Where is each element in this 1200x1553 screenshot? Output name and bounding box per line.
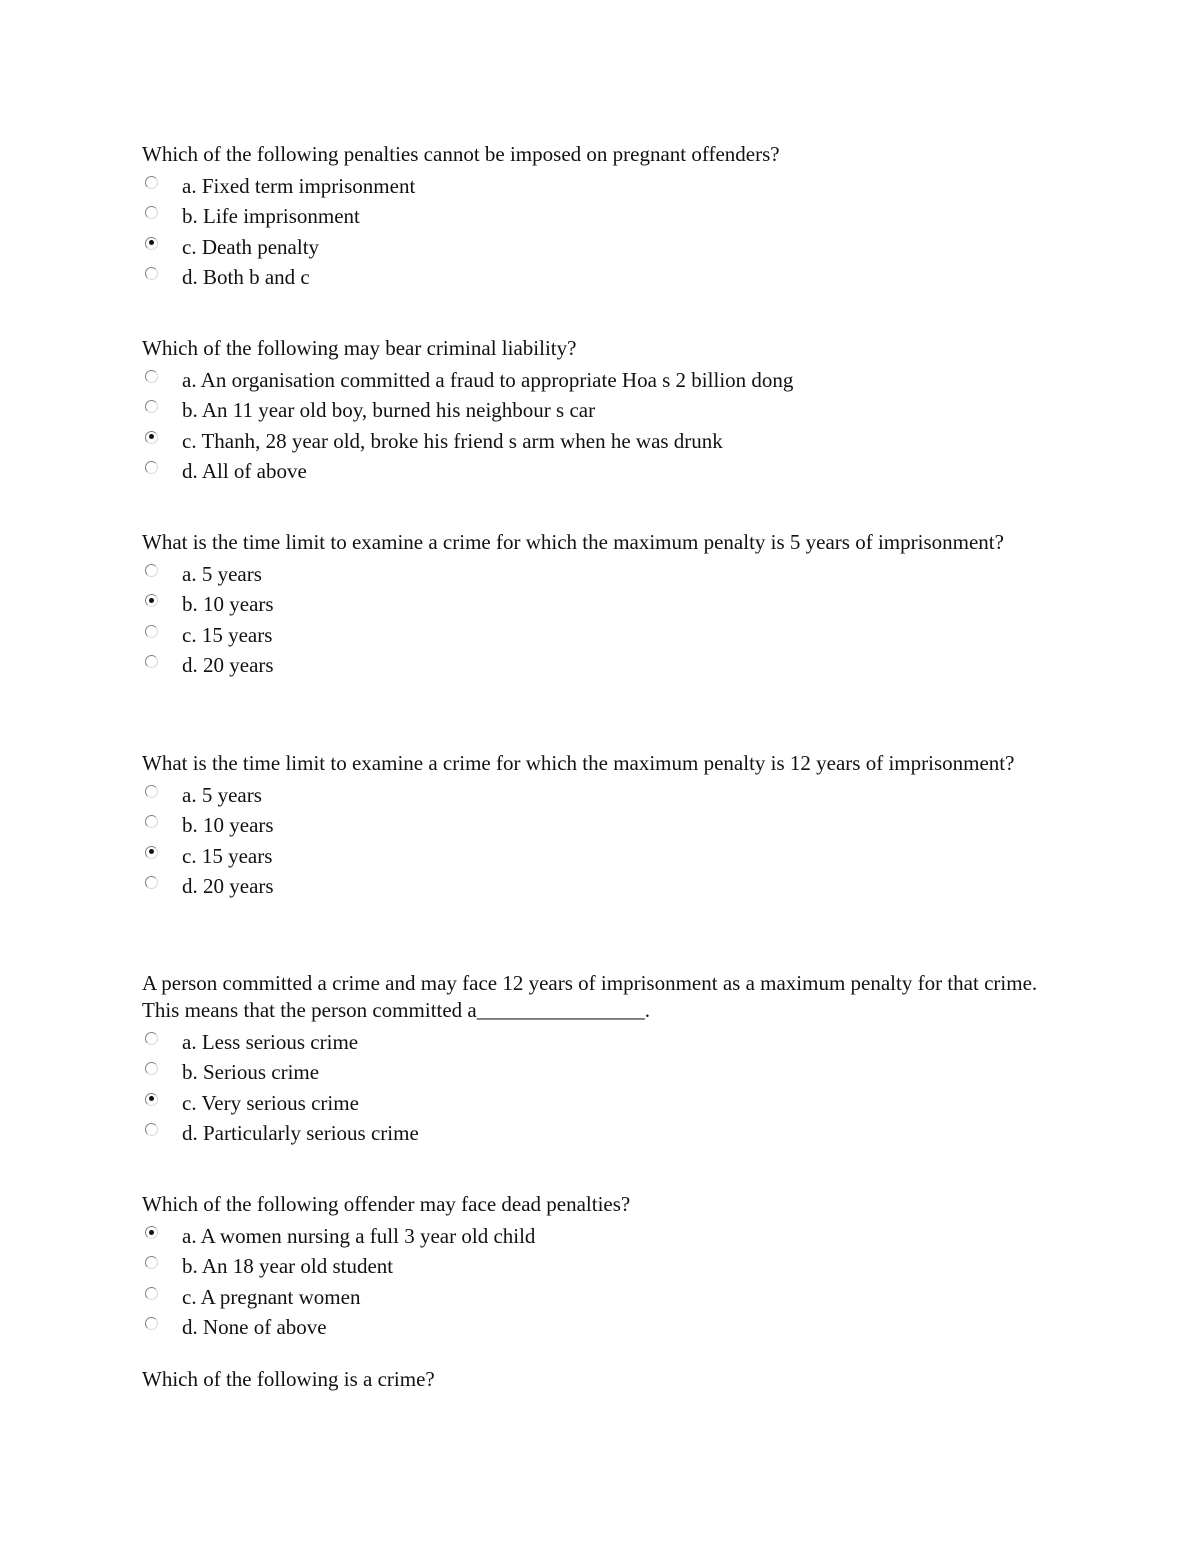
question-block (142, 529, 1062, 680)
radio-button[interactable] (145, 815, 158, 828)
answer-option[interactable] (142, 559, 1062, 589)
option-label: c. 15 years (182, 622, 273, 647)
radio-button[interactable] (145, 1123, 158, 1136)
radio-button[interactable] (145, 1256, 158, 1269)
option-label: d. Particularly serious crime (182, 1120, 419, 1145)
option-label: b. Serious crime (182, 1060, 320, 1085)
radio-button[interactable] (145, 1317, 158, 1330)
radio-button[interactable] (145, 564, 158, 577)
radio-button[interactable] (145, 1093, 158, 1106)
option-label: a. An organisation committed a fraud to appropriate Hoa s 2 billion dong (182, 368, 794, 392)
answer-option[interactable] (142, 1282, 1062, 1312)
question-block (142, 1366, 1062, 1396)
answer-option[interactable] (142, 456, 1062, 486)
question-text: What is the time limit to examine a crime for which the maximum penalty is 5 years of imprisonment? (142, 530, 1004, 554)
answer-option[interactable] (142, 1221, 1062, 1251)
radio-button[interactable] (145, 846, 158, 859)
option-label: d. 20 years (182, 652, 274, 677)
option-label: a. 5 years (182, 783, 262, 807)
answer-option[interactable] (142, 171, 1062, 201)
option-label: a. Fixed term imprisonment (182, 174, 416, 198)
question-text: A person committed a crime and may face 12 years of imprisonment as a maximum penalty for that crime. This means that the person committed a________________. (142, 971, 1038, 1022)
radio-button[interactable] (145, 431, 158, 444)
radio-button[interactable] (145, 370, 158, 383)
option-label: a. 5 years (182, 562, 262, 586)
radio-button[interactable] (145, 1062, 158, 1075)
question-text: What is the time limit to examine a crime for which the maximum penalty is 12 years of imprisonment? (142, 751, 1015, 775)
answer-option[interactable] (142, 1312, 1062, 1342)
question-block (142, 750, 1062, 901)
answer-option[interactable] (142, 262, 1062, 292)
radio-button[interactable] (145, 594, 158, 607)
answer-option[interactable] (142, 589, 1062, 619)
option-label: d. None of above (182, 1314, 327, 1339)
question-text: Which of the following may bear criminal liability? (142, 336, 577, 360)
option-label: b. 10 years (182, 592, 274, 617)
question-text: Which of the following penalties cannot be imposed on pregnant offenders? (142, 142, 780, 166)
radio-button[interactable] (145, 876, 158, 889)
option-label: b. An 18 year old student (182, 1254, 394, 1279)
option-label: a. Less serious crime (182, 1030, 359, 1054)
answer-option[interactable] (142, 1027, 1062, 1057)
option-label: c. A pregnant women (182, 1284, 361, 1309)
answer-option[interactable] (142, 620, 1062, 650)
answer-option[interactable] (142, 1251, 1062, 1281)
answer-option[interactable] (142, 841, 1062, 871)
radio-button[interactable] (145, 237, 158, 250)
option-label: b. An 11 year old boy, burned his neighbour s car (182, 398, 596, 423)
option-label: d. 20 years (182, 873, 274, 898)
radio-button[interactable] (145, 785, 158, 798)
radio-button[interactable] (145, 461, 158, 474)
question-text: Which of the following is a crime? (142, 1367, 435, 1391)
option-label: c. Thanh, 28 year old, broke his friend s arm when he was drunk (182, 428, 723, 453)
option-label: b. Life imprisonment (182, 204, 360, 229)
answer-option[interactable] (142, 232, 1062, 262)
answer-option[interactable] (142, 780, 1062, 810)
radio-button[interactable] (145, 206, 158, 219)
question-block (142, 1191, 1062, 1342)
question-block (142, 141, 1062, 292)
answer-option[interactable] (142, 810, 1062, 840)
question-block (142, 335, 1062, 486)
option-label: b. 10 years (182, 813, 274, 838)
answer-option[interactable] (142, 1057, 1062, 1087)
answer-option[interactable] (142, 871, 1062, 901)
radio-button[interactable] (145, 625, 158, 638)
radio-button[interactable] (145, 267, 158, 280)
radio-button[interactable] (145, 400, 158, 413)
radio-button[interactable] (145, 1226, 158, 1239)
radio-button[interactable] (145, 176, 158, 189)
radio-button[interactable] (145, 655, 158, 668)
option-label: c. 15 years (182, 843, 273, 868)
option-label: c. Death penalty (182, 234, 320, 259)
option-label: a. A women nursing a full 3 year old child (182, 1224, 536, 1248)
answer-option[interactable] (142, 395, 1062, 425)
option-label: c. Very serious crime (182, 1090, 359, 1115)
answer-option[interactable] (142, 201, 1062, 231)
option-label: d. All of above (182, 458, 307, 483)
answer-option[interactable] (142, 426, 1062, 456)
radio-button[interactable] (145, 1287, 158, 1300)
answer-option[interactable] (142, 1118, 1062, 1148)
answer-option[interactable] (142, 650, 1062, 680)
option-label: d. Both b and c (182, 264, 310, 289)
answer-option[interactable] (142, 365, 1062, 395)
radio-button[interactable] (145, 1032, 158, 1045)
question-text: Which of the following offender may face dead penalties? (142, 1192, 631, 1216)
question-block (142, 970, 1062, 1148)
answer-option[interactable] (142, 1088, 1062, 1118)
